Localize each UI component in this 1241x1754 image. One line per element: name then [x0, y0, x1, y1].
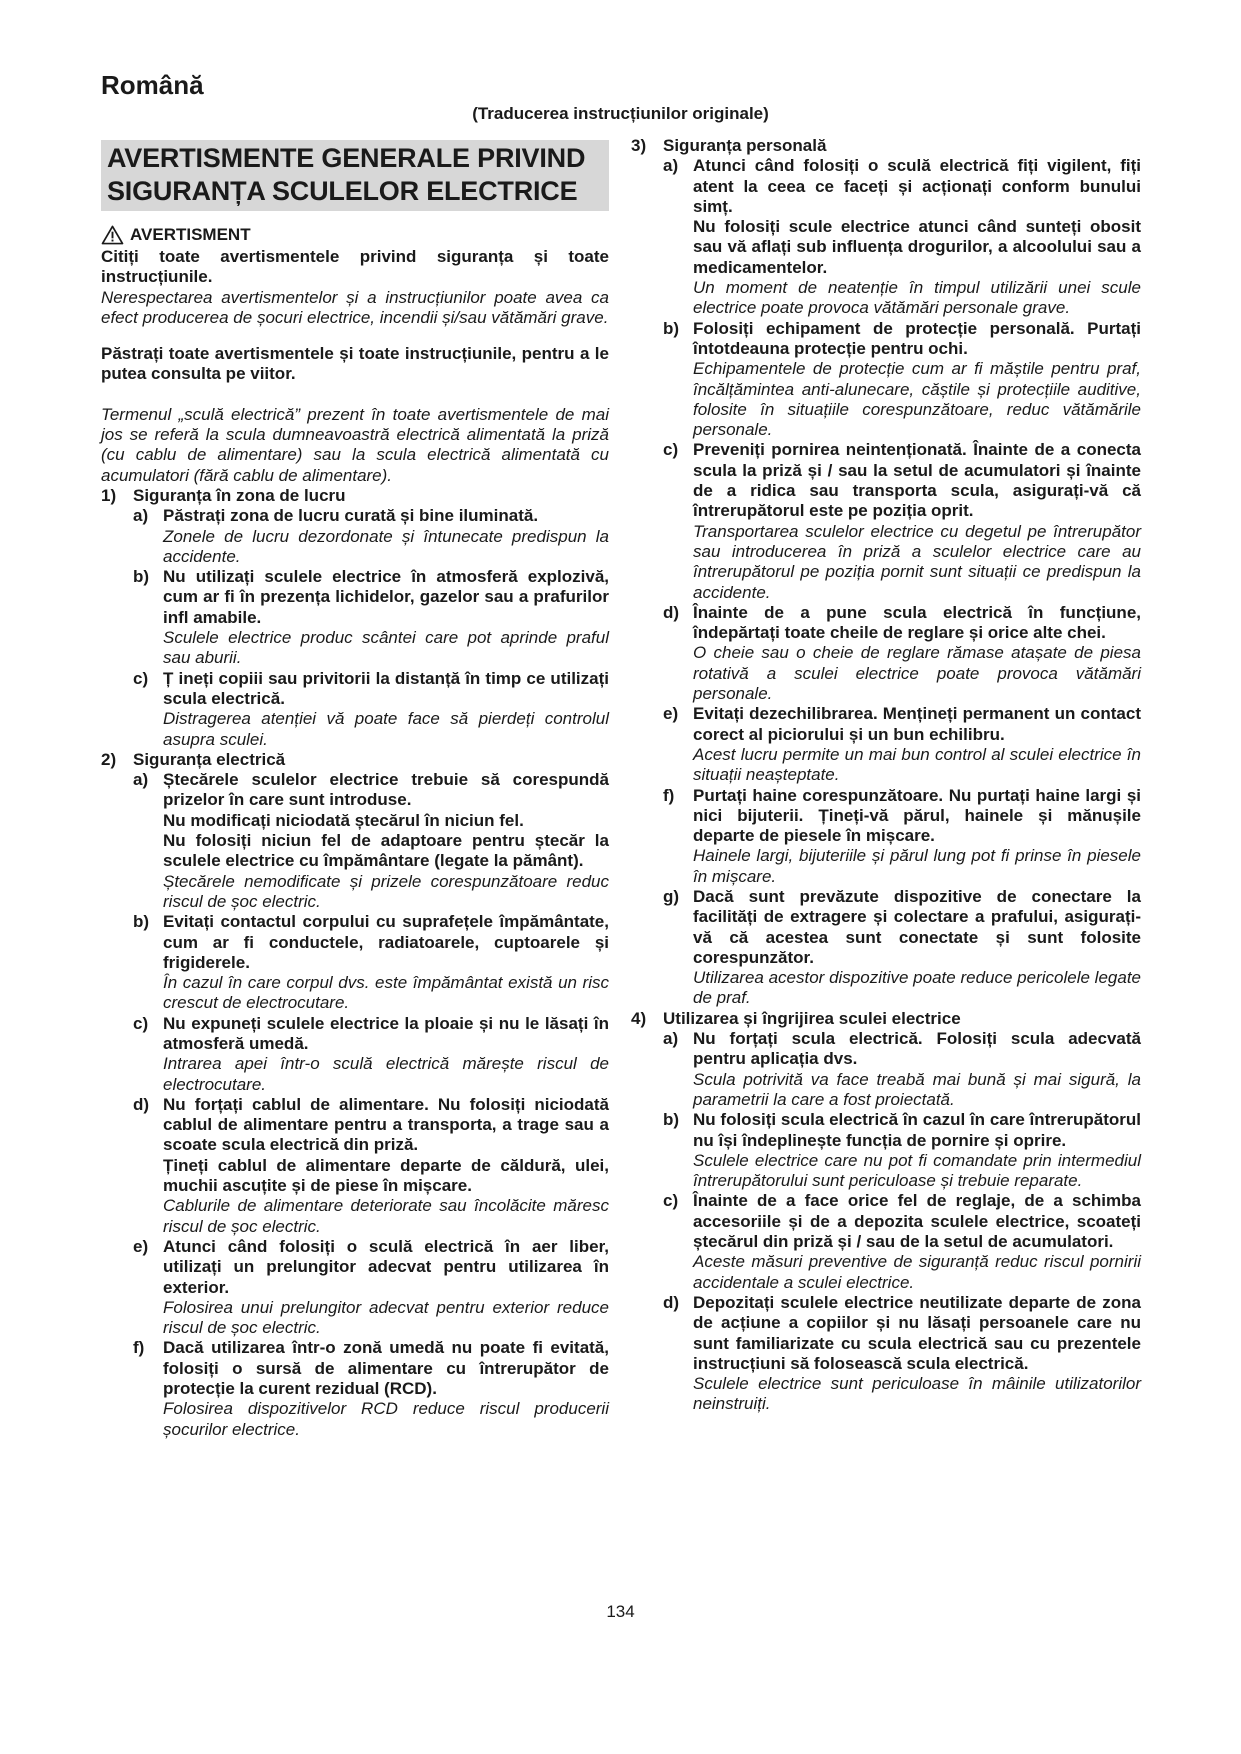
item-letter: g) [663, 886, 680, 906]
item-bold: Păstrați zona de lucru curată și bine iluminată. [163, 506, 539, 526]
list-item [133, 567, 609, 668]
section-title: Utilizarea și îngrijirea sculei electrice [663, 1008, 961, 1028]
list-item [663, 786, 1141, 887]
item-italic: Acest lucru permite un mai bun control al sculei electrice în situații neașteptate. [693, 744, 1141, 785]
item-letter: f) [133, 1338, 145, 1358]
section-1-heading [101, 486, 609, 506]
section-4-heading [631, 1009, 1141, 1029]
item-bold: Înainte de a pune scula electrică în funcțiune, îndepărtați toate cheile de reglare și orice alte chei. [693, 602, 1141, 643]
list-item [663, 704, 1141, 785]
item-letter: e) [133, 1236, 149, 1256]
item-bold: Nu forțați cablul de alimentare. Nu folosiți niciodată cablul de alimentare pentru a transporta, a trage sau a scoate scula electrică din priză. [163, 1094, 609, 1155]
list-item [663, 603, 1141, 704]
item-bold: Folosiți echipament de protecție personală. Purtați întotdeauna protecție pentru ochi. [693, 318, 1141, 358]
item-italic: Un moment de neatenție în timpul utilizării unei scule electrice poate provoca vătămări personale grave. [693, 278, 1141, 318]
item-bold: Țineți cablul de alimentare departe de căldură, ulei, muchii ascuțite și de piese în mișcare. [163, 1155, 609, 1196]
list-item [133, 506, 609, 567]
section-title-box [101, 140, 609, 211]
item-italic: Aceste măsuri preventive de siguranță reduc riscul pornirii accidentale a sculei electrice. [693, 1252, 1141, 1292]
page-number: 134 [606, 1602, 635, 1621]
list-item [663, 1029, 1141, 1110]
item-italic: Distragerea atenției vă poate face să pierdeți controlul asupra sculei. [163, 709, 609, 749]
list-item [663, 440, 1141, 602]
item-italic: O cheie sau o cheie de reglare rămase atașate de piesa rotativă a sculei electrice poate provoca vătămări personale. [693, 643, 1141, 704]
item-letter: a) [133, 506, 149, 526]
item-bold: Depozitați sculele electrice neutilizate departe de zona de acțiune a copiilor și nu lăsați persoanele care nu sunt familiarizate cu scula electrică sau cu prezentele instrucțiuni să folosească scula electrică. [693, 1292, 1141, 1373]
item-bold: Dacă utilizarea într-o zonă umedă nu poate fi evitată, folosiți o sursă de alimentare cu întrerupător de protecție la curent rezidual (RCD). [163, 1338, 609, 1399]
section-title-line-2: SIGURANȚA SCULELOR ELECTRICE [107, 176, 578, 206]
item-bold: Nu folosiți niciun fel de adaptoare pentru ștecăr la sculele electrice cu împământare (legate la pământ). [163, 831, 609, 871]
warning-label: AVERTISMENT [130, 225, 251, 244]
keep-instructions-bold: Păstrați toate avertismentele și toate instrucțiunile, pentru a le putea consulta pe viitor. [101, 344, 609, 384]
item-italic: Hainele largi, bijuteriile și părul lung pot fi prinse în piesele în mișcare. [693, 846, 1141, 886]
section-title: Siguranța electrică [133, 749, 286, 769]
item-letter: d) [663, 1292, 680, 1312]
section-title-line-1: AVERTISMENTE GENERALE PRIVIND [107, 143, 586, 173]
warning-triangle-icon [101, 225, 124, 245]
item-letter: e) [663, 704, 679, 724]
item-letter: b) [133, 912, 150, 932]
item-bold: Nu modificați niciodată ștecărul în niciun fel. [163, 810, 524, 830]
item-bold: Evitați dezechilibrarea. Mențineți permanent un contact corect al piciorului și un bun echilibru. [693, 704, 1141, 744]
section-number: 2) [101, 749, 117, 769]
list-item [663, 156, 1141, 318]
item-letter: d) [663, 602, 680, 622]
list-item [133, 1237, 609, 1338]
section-number: 3) [631, 136, 647, 155]
section-title: Siguranța în zona de lucru [133, 485, 346, 505]
item-italic: Sculele electrice produc scântei care pot aprinde praful sau aburii. [163, 628, 609, 668]
list-item [133, 669, 609, 750]
list-item [663, 1191, 1141, 1292]
item-bold: Dacă sunt prevăzute dispozitive de conectare la facilități de extragere și colectare a prafului, asigurați-vă că acestea sunt conectate și sunt folosite corespunzător. [693, 886, 1141, 967]
item-letter: a) [133, 770, 149, 790]
item-bold: Evitați contactul corpului cu suprafețele împământate, cum ar fi conductele, radiatoarele, cuptoarele și frigiderele. [163, 912, 609, 972]
item-bold: Atunci când folosiți o sculă electrică în aer liber, utilizați un prelungitor adecvat pentru utilizarea în exterior. [163, 1236, 609, 1297]
item-italic: Folosirea dispozitivelor RCD reduce riscul producerii șocurilor electrice. [163, 1399, 609, 1439]
intro-bold: Citiți toate avertismentele privind siguranța și toate instrucțiunile. [101, 247, 609, 287]
item-italic: Sculele electrice sunt periculoase în mâinile utilizatorilor neinstruiți. [693, 1374, 1141, 1414]
item-italic: Zonele de lucru dezordonate și întunecate predispun la accidente. [163, 526, 609, 566]
item-letter: a) [663, 1029, 679, 1049]
item-bold: Nu forțați scula electrică. Folosiți scula adecvată pentru aplicația dvs. [693, 1029, 1141, 1069]
section-2-heading [101, 750, 609, 770]
language-heading: Română [101, 70, 204, 100]
list-item [133, 1095, 609, 1237]
item-bold: Nu folosiți scule electrice atunci când sunteți obosit sau vă aflați sub influența drogurilor, a alcoolului sau a medicamentelor. [693, 217, 1141, 277]
item-letter: d) [133, 1094, 150, 1114]
list-item [663, 1293, 1141, 1415]
item-italic: Echipamentele de protecție cum ar fi măștile pentru praf, încălțămintea anti-alunecare, căștile și protecțiile auditive, folosite în situațiile corespunzătoare, reduc vătămările personale. [693, 359, 1141, 440]
document-subtitle: (Traducerea instrucțiunilor originale) [472, 104, 769, 123]
item-bold: Înainte de a face orice fel de reglaje, de a schimba accesoriile și de a depozita sculele electrice, scoateți ștecărul din priză și / sau de la setul de acumulatori. [693, 1191, 1141, 1252]
list-item [133, 912, 609, 1013]
section-title: Siguranța personală [663, 136, 827, 155]
left-column [101, 140, 609, 1440]
item-italic: Ștecărele nemodificate și prizele corespunzătoare reduc riscul de șoc electric. [163, 871, 609, 911]
item-bold: Nu expuneți sculele electrice la ploaie și nu le lăsați în atmosferă umedă. [163, 1013, 609, 1053]
item-bold: Preveniți pornirea neintenționată. Înainte de a conecta scula la priză și / sau la setul de acumulatori și înainte de a ridica sau transporta scula, asigurați-vă că întrerupătorul este pe poziția oprit. [693, 440, 1141, 521]
list-item [133, 1014, 609, 1095]
item-italic: Scula potrivită va face treabă mai bună și mai sigură, la parametrii la care a fost proiectată. [693, 1069, 1141, 1109]
item-bold: Atunci când folosiți o sculă electrică fiți vigilent, fiți atent la ceea ce faceți și acționați conform bunului simț. [693, 156, 1141, 216]
item-bold: Nu folosiți scula electrică în cazul în care întrerupătorul nu își îndeplinește funcția de pornire și oprire. [693, 1110, 1141, 1150]
item-letter: b) [663, 318, 680, 338]
item-letter: c) [133, 668, 149, 688]
list-item [663, 1110, 1141, 1191]
list-item [133, 1338, 609, 1439]
item-italic: Cablurile de alimentare deteriorate sau încolăcite măresc riscul de șoc electric. [163, 1196, 609, 1236]
item-italic: Transportarea sculelor electrice cu degetul pe întrerupător sau introducerea în priză a sculelor electrice care au întrerupătorul pe poziția pornit sunt situații ce predispun la accidente. [693, 521, 1141, 602]
intro-italic: Nerespectarea avertismentelor și a instrucțiunilor poate avea ca efect producerea de șocuri electrice, incendii și/sau vătămări grave. [101, 287, 609, 327]
term-definition: Termenul „sculă electrică” prezent în toate avertismentele de mai jos se referă la scula dumneavoastră electrică alimentată la priză (cu cablu de alimentare) sau la scula electrică alimentată cu acumulatori (fără cablu de alimentare). [101, 404, 609, 485]
item-italic: Intrarea apei într-o sculă electrică mărește riscul de electrocutare. [163, 1054, 609, 1094]
item-bold: Purtați haine corespunzătoare. Nu purtați haine largi și nici bijuterii. Țineți-vă părul, hainele și mănușile departe de piesele în mișcare. [693, 785, 1141, 846]
right-column [631, 136, 1141, 1415]
item-letter: c) [663, 1191, 679, 1211]
item-italic: În cazul în care corpul dvs. este împământat există un risc crescut de electrocutare. [163, 973, 609, 1013]
item-italic: Utilizarea acestor dispozitive poate reduce pericolele legate de praf. [693, 968, 1141, 1008]
item-letter: c) [663, 440, 679, 460]
item-letter: a) [663, 156, 679, 176]
warning-header [101, 223, 609, 247]
item-bold: Ț ineți copiii sau privitorii la distanță în timp ce utilizați scula electrică. [163, 668, 609, 708]
item-letter: f) [663, 785, 675, 805]
section-3-heading [631, 136, 1141, 156]
item-italic: Folosirea unui prelungitor adecvat pentru exterior reduce riscul de șoc electric. [163, 1297, 609, 1338]
list-item [663, 319, 1141, 441]
section-number: 1) [101, 485, 117, 505]
item-bold: Nu utilizați sculele electrice în atmosferă explozivă, cum ar fi în prezența lichidelor, gazelor sau a prafurilor infl amabile. [163, 567, 609, 627]
item-letter: b) [133, 567, 150, 587]
list-item [663, 887, 1141, 1009]
section-number: 4) [631, 1008, 647, 1028]
item-bold: Ștecărele sculelor electrice trebuie să corespundă prizelor în care sunt introduse. [163, 770, 609, 810]
list-item [133, 770, 609, 912]
item-italic: Sculele electrice care nu pot fi comandate prin intermediul întrerupătorului sunt periculoase și trebuie reparate. [693, 1150, 1141, 1191]
item-letter: c) [133, 1013, 149, 1033]
item-letter: b) [663, 1110, 680, 1130]
